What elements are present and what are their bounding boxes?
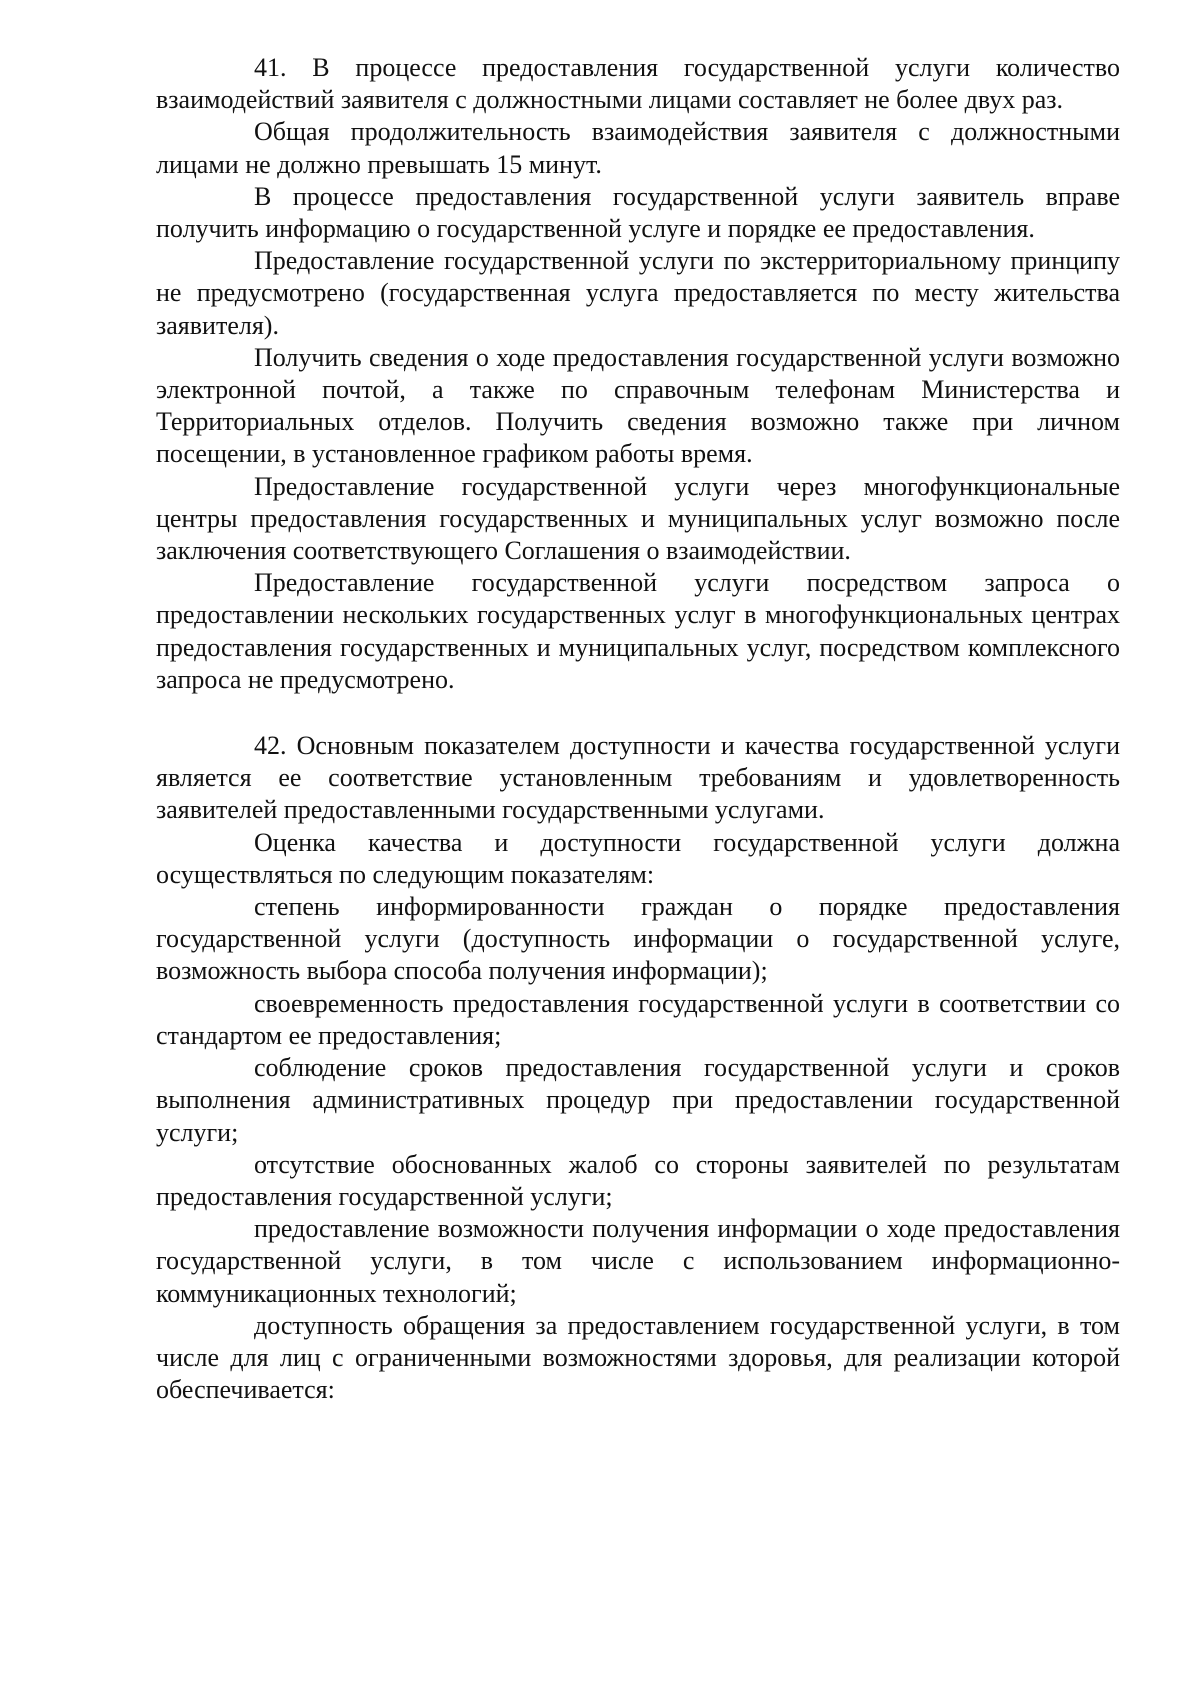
list-item: доступность обращения за предоставлением государственной услуги, в том числе для лиц с ограниченными возможностями здоровья, для реализации которой обеспечивается: [156, 1310, 1120, 1405]
paragraph-duration: Общая продолжительность взаимодействия заявителя с должностными лицами не должно превышать 15 минут. [156, 117, 1120, 179]
list-item: степень информированности граждан о порядке предоставления государственной услуги (доступность информации о государственной услуге, возможность выбора способа получения информации); [156, 892, 1120, 986]
paragraph-mfc: Предоставление государственной услуги через многофункциональные центры предоставления государственных и муниципальных услуг возможно после заключения соответствующего Соглашения о взаимодействии. [156, 471, 1120, 566]
list-item: отсутствие обоснованных жалоб со стороны заявителей по результатам предоставления государственной услуги; [156, 1149, 1120, 1211]
section-spacer [156, 696, 1120, 730]
list-item: своевременность предоставления государственной услуги в соответствии со стандартом ее предоставления; [156, 988, 1120, 1050]
paragraph-42-main-indicator: 42. Основным показателем доступности и качества государственной услуги является ее соответствие установленным требованиям и удовлетворенность заявителей предоставленными государственными услугами. [156, 731, 1120, 825]
document-page [156, 52, 1120, 1406]
paragraph-complex-request: Предоставление государственной услуги посредством запроса о предоставлении нескольких государственных услуг в многофункциональных центрах предоставления государственных и муниципальных услуг, посредством комплексного запроса не предусмотрено. [156, 568, 1120, 694]
paragraph-information-right: В процессе предоставления государственной услуги заявитель вправе получить информацию о государственной услуге и порядке ее предоставления. [156, 181, 1120, 244]
paragraph-quality-assessment: Оценка качества и доступности государственной услуги должна осуществляться по следующим показателям: [156, 827, 1120, 889]
list-item: предоставление возможности получения информации о ходе предоставления государственной услуги, в том числе с использованием информационно-коммуникационных технологий; [156, 1214, 1120, 1308]
paragraph-41-interactions: 41. В процессе предоставления государственной услуги количество взаимодействий заявителя с должностными лицами составляет не более двух раз. [156, 53, 1120, 115]
section-42 [156, 730, 1120, 1406]
section-41 [156, 52, 1120, 696]
list-item: соблюдение сроков предоставления государственной услуги и сроков выполнения административных процедур при предоставлении государственной услуги; [156, 1053, 1120, 1147]
paragraph-exterritorial: Предоставление государственной услуги по экстерриториальному принципу не предусмотрено (государственная услуга предоставляется по месту жительства заявителя). [156, 246, 1120, 340]
paragraph-status-info: Получить сведения о ходе предоставления государственной услуги возможно электронной почтой, а также по справочным телефонам Министерства и Территориальных отделов. Получить сведения возможно также при личном посещении, в установленное графиком работы время. [156, 342, 1120, 469]
